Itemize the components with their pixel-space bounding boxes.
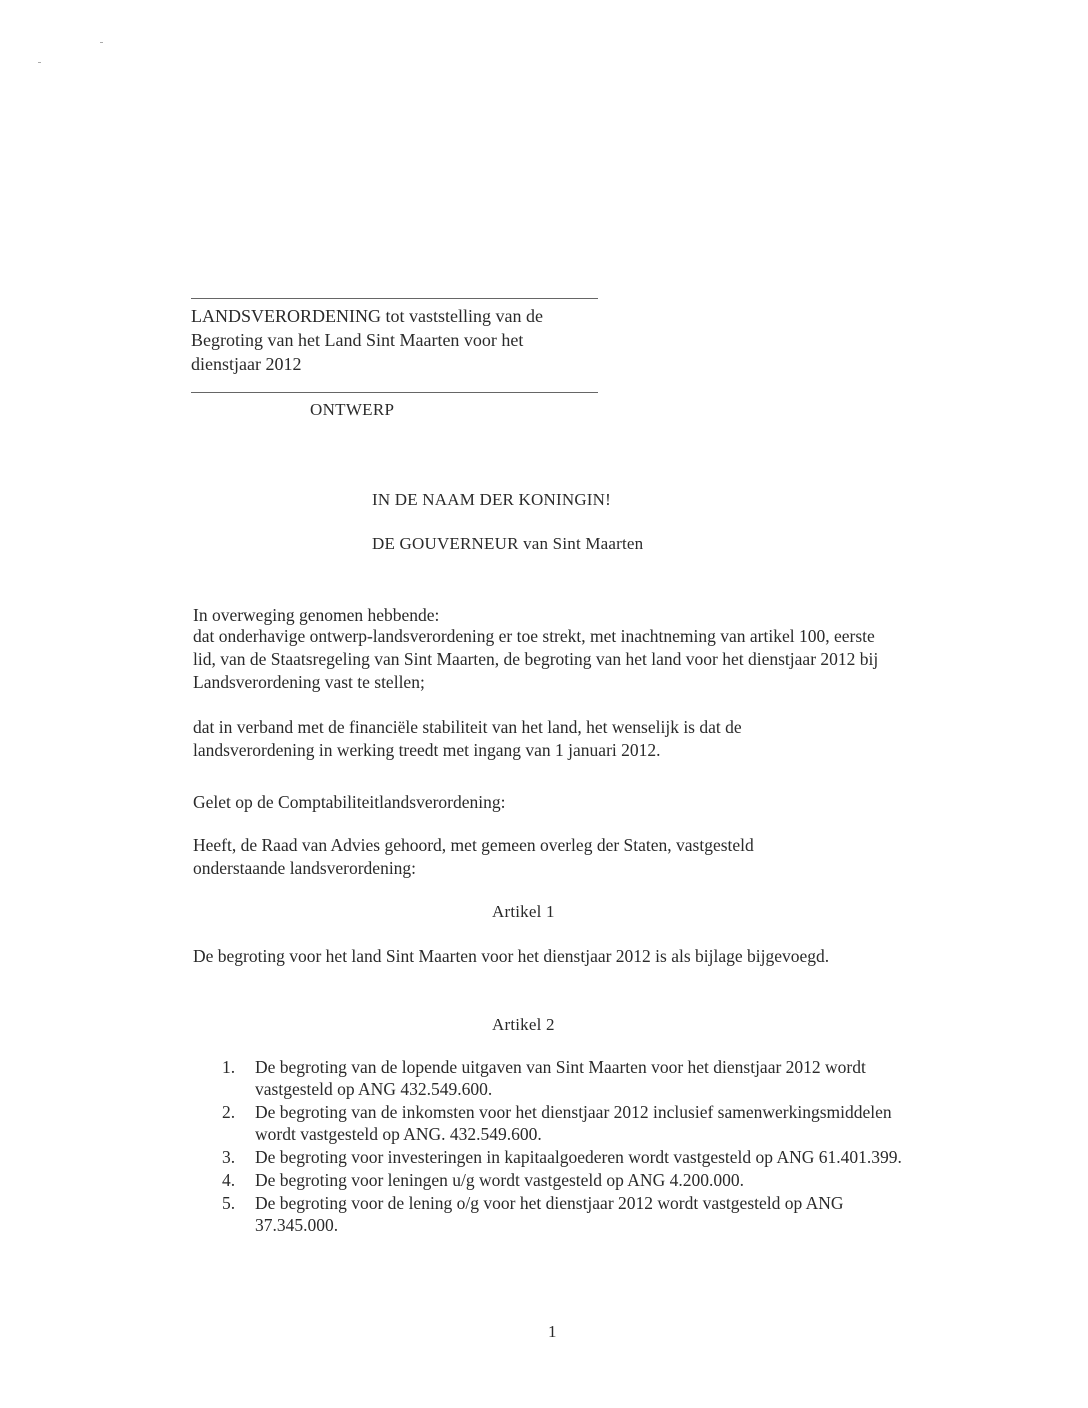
consideration-paragraph: dat in verband met de financiële stabiliteit van het land, het wenselijk is dat de landsverordening in werking treedt met ingang van 1 januari 2012. xyxy=(193,717,742,760)
title-line: dienstjaar 2012 xyxy=(191,354,302,374)
invocation-line: IN DE NAAM DER KONINGIN! xyxy=(372,490,611,509)
list-item xyxy=(222,1101,912,1145)
list-item-number: 5. xyxy=(222,1193,236,1213)
scan-speck xyxy=(100,42,103,43)
list-item-number: 3. xyxy=(222,1147,236,1167)
list-item xyxy=(222,1192,912,1236)
list-item-text: De begroting van de lopende uitgaven van Sint Maarten voor het dienstjaar 2012 wordt vastgesteld op ANG 432.549.600. xyxy=(255,1057,866,1099)
list-item-text: De begroting van de inkomsten voor het dienstjaar 2012 inclusief samenwerkingsmiddelen wordt vastgesteld op ANG. 432.549.600. xyxy=(255,1102,892,1144)
list-item xyxy=(222,1146,912,1168)
title-line: Begroting van het Land Sint Maarten voor het xyxy=(191,330,524,350)
list-item xyxy=(222,1056,912,1100)
legal-basis-paragraph: Gelet op de Comptabiliteitlandsverordening: xyxy=(193,792,506,812)
scan-speck xyxy=(38,62,41,63)
list-item-number: 1. xyxy=(222,1057,236,1077)
list-item-text: De begroting voor investeringen in kapitaalgoederen wordt vastgesteld op ANG 61.401.399. xyxy=(255,1147,902,1167)
list-item-text: De begroting voor leningen u/g wordt vastgesteld op ANG 4.200.000. xyxy=(255,1170,744,1190)
consideration-paragraph: dat onderhavige ontwerp-landsverordening er toe strekt, met inachtneming van artikel 100, eerste lid, van de Staatsregeling van Sint Maarten, de begroting van het land voor het dienstjaar 2012 bij Landsverordening vast te stellen; xyxy=(193,626,879,692)
considerations-intro: In overweging genomen hebbende: xyxy=(193,605,440,625)
list-item-number: 4. xyxy=(222,1170,236,1190)
title-top-rule xyxy=(191,298,598,299)
title-line: LANDSVERORDENING tot vaststelling van de xyxy=(191,306,543,326)
list-item-number: 2. xyxy=(222,1102,236,1122)
page-number: 1 xyxy=(548,1322,557,1341)
title-bottom-rule xyxy=(191,392,598,393)
list-item-text: De begroting voor de lening o/g voor het dienstjaar 2012 wordt vastgesteld op ANG 37.345.000. xyxy=(255,1193,844,1235)
article-1-text: De begroting voor het land Sint Maarten voor het dienstjaar 2012 is als bijlage bijgevoegd. xyxy=(193,946,830,966)
governor-line: DE GOUVERNEUR van Sint Maarten xyxy=(372,534,644,553)
document-title xyxy=(191,304,601,376)
draft-status-label: ONTWERP xyxy=(310,400,395,419)
enactment-paragraph: Heeft, de Raad van Advies gehoord, met gemeen overleg der Staten, vastgesteld onderstaande landsverordening: xyxy=(193,835,754,878)
article-2-list xyxy=(222,1056,912,1237)
article-1-heading: Artikel 1 xyxy=(492,902,555,921)
list-item xyxy=(222,1169,912,1191)
article-2-heading: Artikel 2 xyxy=(492,1015,555,1034)
